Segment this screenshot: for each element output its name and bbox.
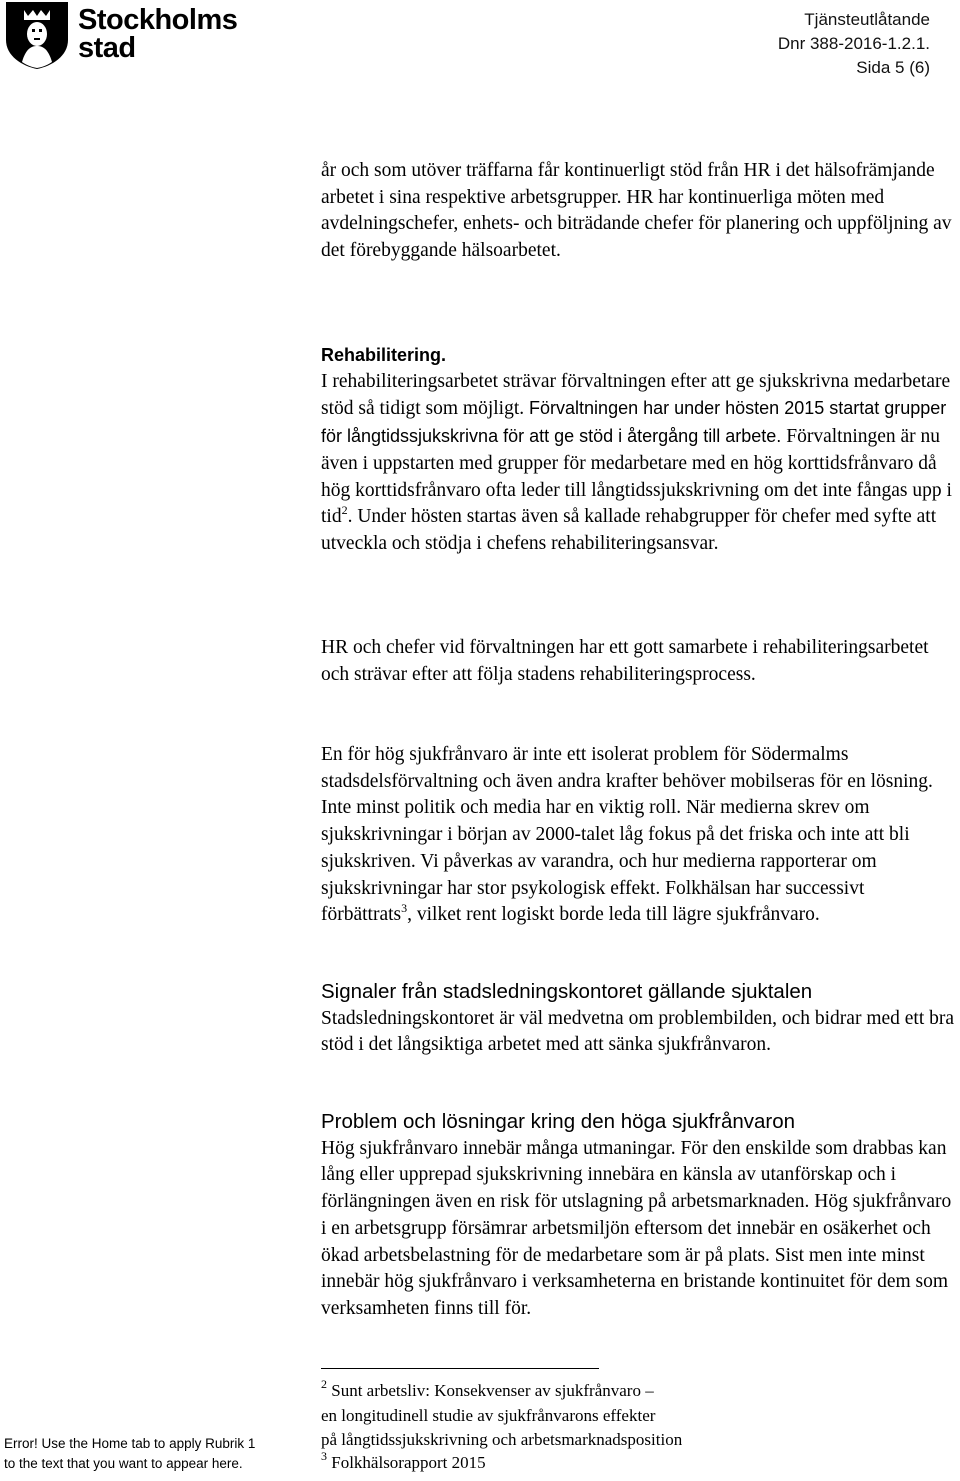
section-signals — [321, 979, 957, 1059]
paragraph-6: Hög sjukfrånvaro innebär många utmaningar. För den enskilde som drabbas kan lång eller upprepad sjukskrivning innebära en känsla av utanförskap och i förlängningen även en risk för utslagning på arbetsmarknaden. Hög sjukfrånvaro i en arbetsgrupp försämrar arbetsmiljön eftersom det innebär en osäkerhet och ökad arbetsbelastning för de medarbetare som är på plats. Sist men inte minst innebär hög sjukfrånvaro i verksamheterna en bristande kontinuitet för dem som verksamheten finns till för. — [321, 1137, 952, 1319]
paragraph-health-groups — [321, 158, 957, 265]
logo-text-stad: stad — [78, 32, 136, 64]
footnote-2-line3: på långtidssjukskrivning och arbetsmarknadsposition — [321, 1430, 683, 1449]
heading-signals: Signaler från stadsledningskontoret gällande sjuktalen — [321, 980, 813, 1003]
error-line-1: Error! Use the Home tab to apply Rubrik 1 — [4, 1436, 256, 1451]
logo-wordmark — [78, 6, 237, 62]
logo-text-stockholms: Stockholms — [78, 4, 238, 36]
paragraph-1: år och som utöver träffarna får kontinuerligt stöd från HR i det hälsofrämjande arbetet i sina respektive arbetsgrupper. HR har kontinuerliga möten med avdelningschefer, enhets- och biträdande chefer för planering och uppföljning av det förebyggande hälsoarbetet. — [321, 160, 952, 262]
footnote-2-line2: en longitudinell studie av sjukfrånvarons effekter — [321, 1405, 656, 1425]
page-number: Sida 5 (6) — [856, 58, 930, 77]
paragraph-rehabilitation: I rehabiliteringsarbetet strävar förvaltningen efter att ge sjukskrivna medarbetare stöd så tidigt som möjligt. Förvaltningen har under hösten 2015 startat grupper för långtidssjukskrivna för att ge stöd i återgång till arbete. Förvaltningen är nu även i uppstarten med grupper för medarbetare med en hög korttidsfrånvaro då hög korttidsfrånvaro ofta leder till långtidssjukskrivning om det inte fångas upp i tid$^2$. Under hösten startas även så kallade rehabgrupper för chefer med syfte att utveckla och stödja i chefens rehabiliteringsansvar. — [321, 370, 952, 554]
paragraph-5: Stadsledningskontoret är väl medvetna om problembilden, och bidrar med ett bra stöd i det långsiktiga arbetet med att sänka sjukfrånvaron. — [321, 1007, 955, 1056]
footnote-2: $^2$ Sunt arbetsliv: Konsekvenser av sjukfrånvaro – — [321, 1377, 654, 1400]
doc-dnr: Dnr 388-2016-1.2.1. — [777, 34, 930, 53]
error-line-2: to the text that you want to appear here. — [4, 1456, 243, 1471]
paragraph-3: HR och chefer vid förvaltningen har ett gott samarbete i rehabiliteringsarbetet och strävar efter att följa stadens rehabiliteringsprocess. — [321, 637, 929, 685]
footnotes — [321, 1379, 921, 1473]
paragraph-media — [321, 742, 957, 929]
footnote-3: $^3$ Folkhälsorapport 2015 — [321, 1448, 486, 1472]
section-problems — [321, 1109, 957, 1323]
section-rehabilitation — [321, 342, 957, 558]
document-meta — [778, 8, 930, 80]
footnote-ref-2: 2 — [341, 503, 348, 518]
heading-problems: Problem och lösningar kring den höga sjukfrånvaron — [321, 1110, 796, 1133]
field-error-message — [4, 1434, 284, 1474]
city-crest-icon — [2, 0, 72, 70]
stockholm-logo — [0, 0, 240, 70]
footnote-separator — [321, 1368, 599, 1369]
paragraph-4: En för hög sjukfrånvaro är inte ett isolerat problem för Södermalms stadsdelsförvaltning och även andra krafter behöver mobilseras för en lösning. Inte minst politik och media har en viktig roll. När medierna skrev om sjukskrivningar i början av 2000-talet låg fokus på det friska och inte att bli sjukskriven. Vi påverkas av varandra, och hur medierna rapporterar om sjukskrivningar har stor psykologisk effekt. Folkhälsan har successivt förbättrats$^3$, vilket rent logiskt borde leda till lägre sjukfrånvaro. — [321, 744, 933, 926]
heading-rehabilitering: Rehabilitering. — [321, 345, 447, 365]
paragraph-hr-cooperation — [321, 635, 957, 688]
doc-type: Tjänsteutlåtande — [804, 10, 930, 29]
footnote-ref-3: 3 — [401, 901, 408, 916]
